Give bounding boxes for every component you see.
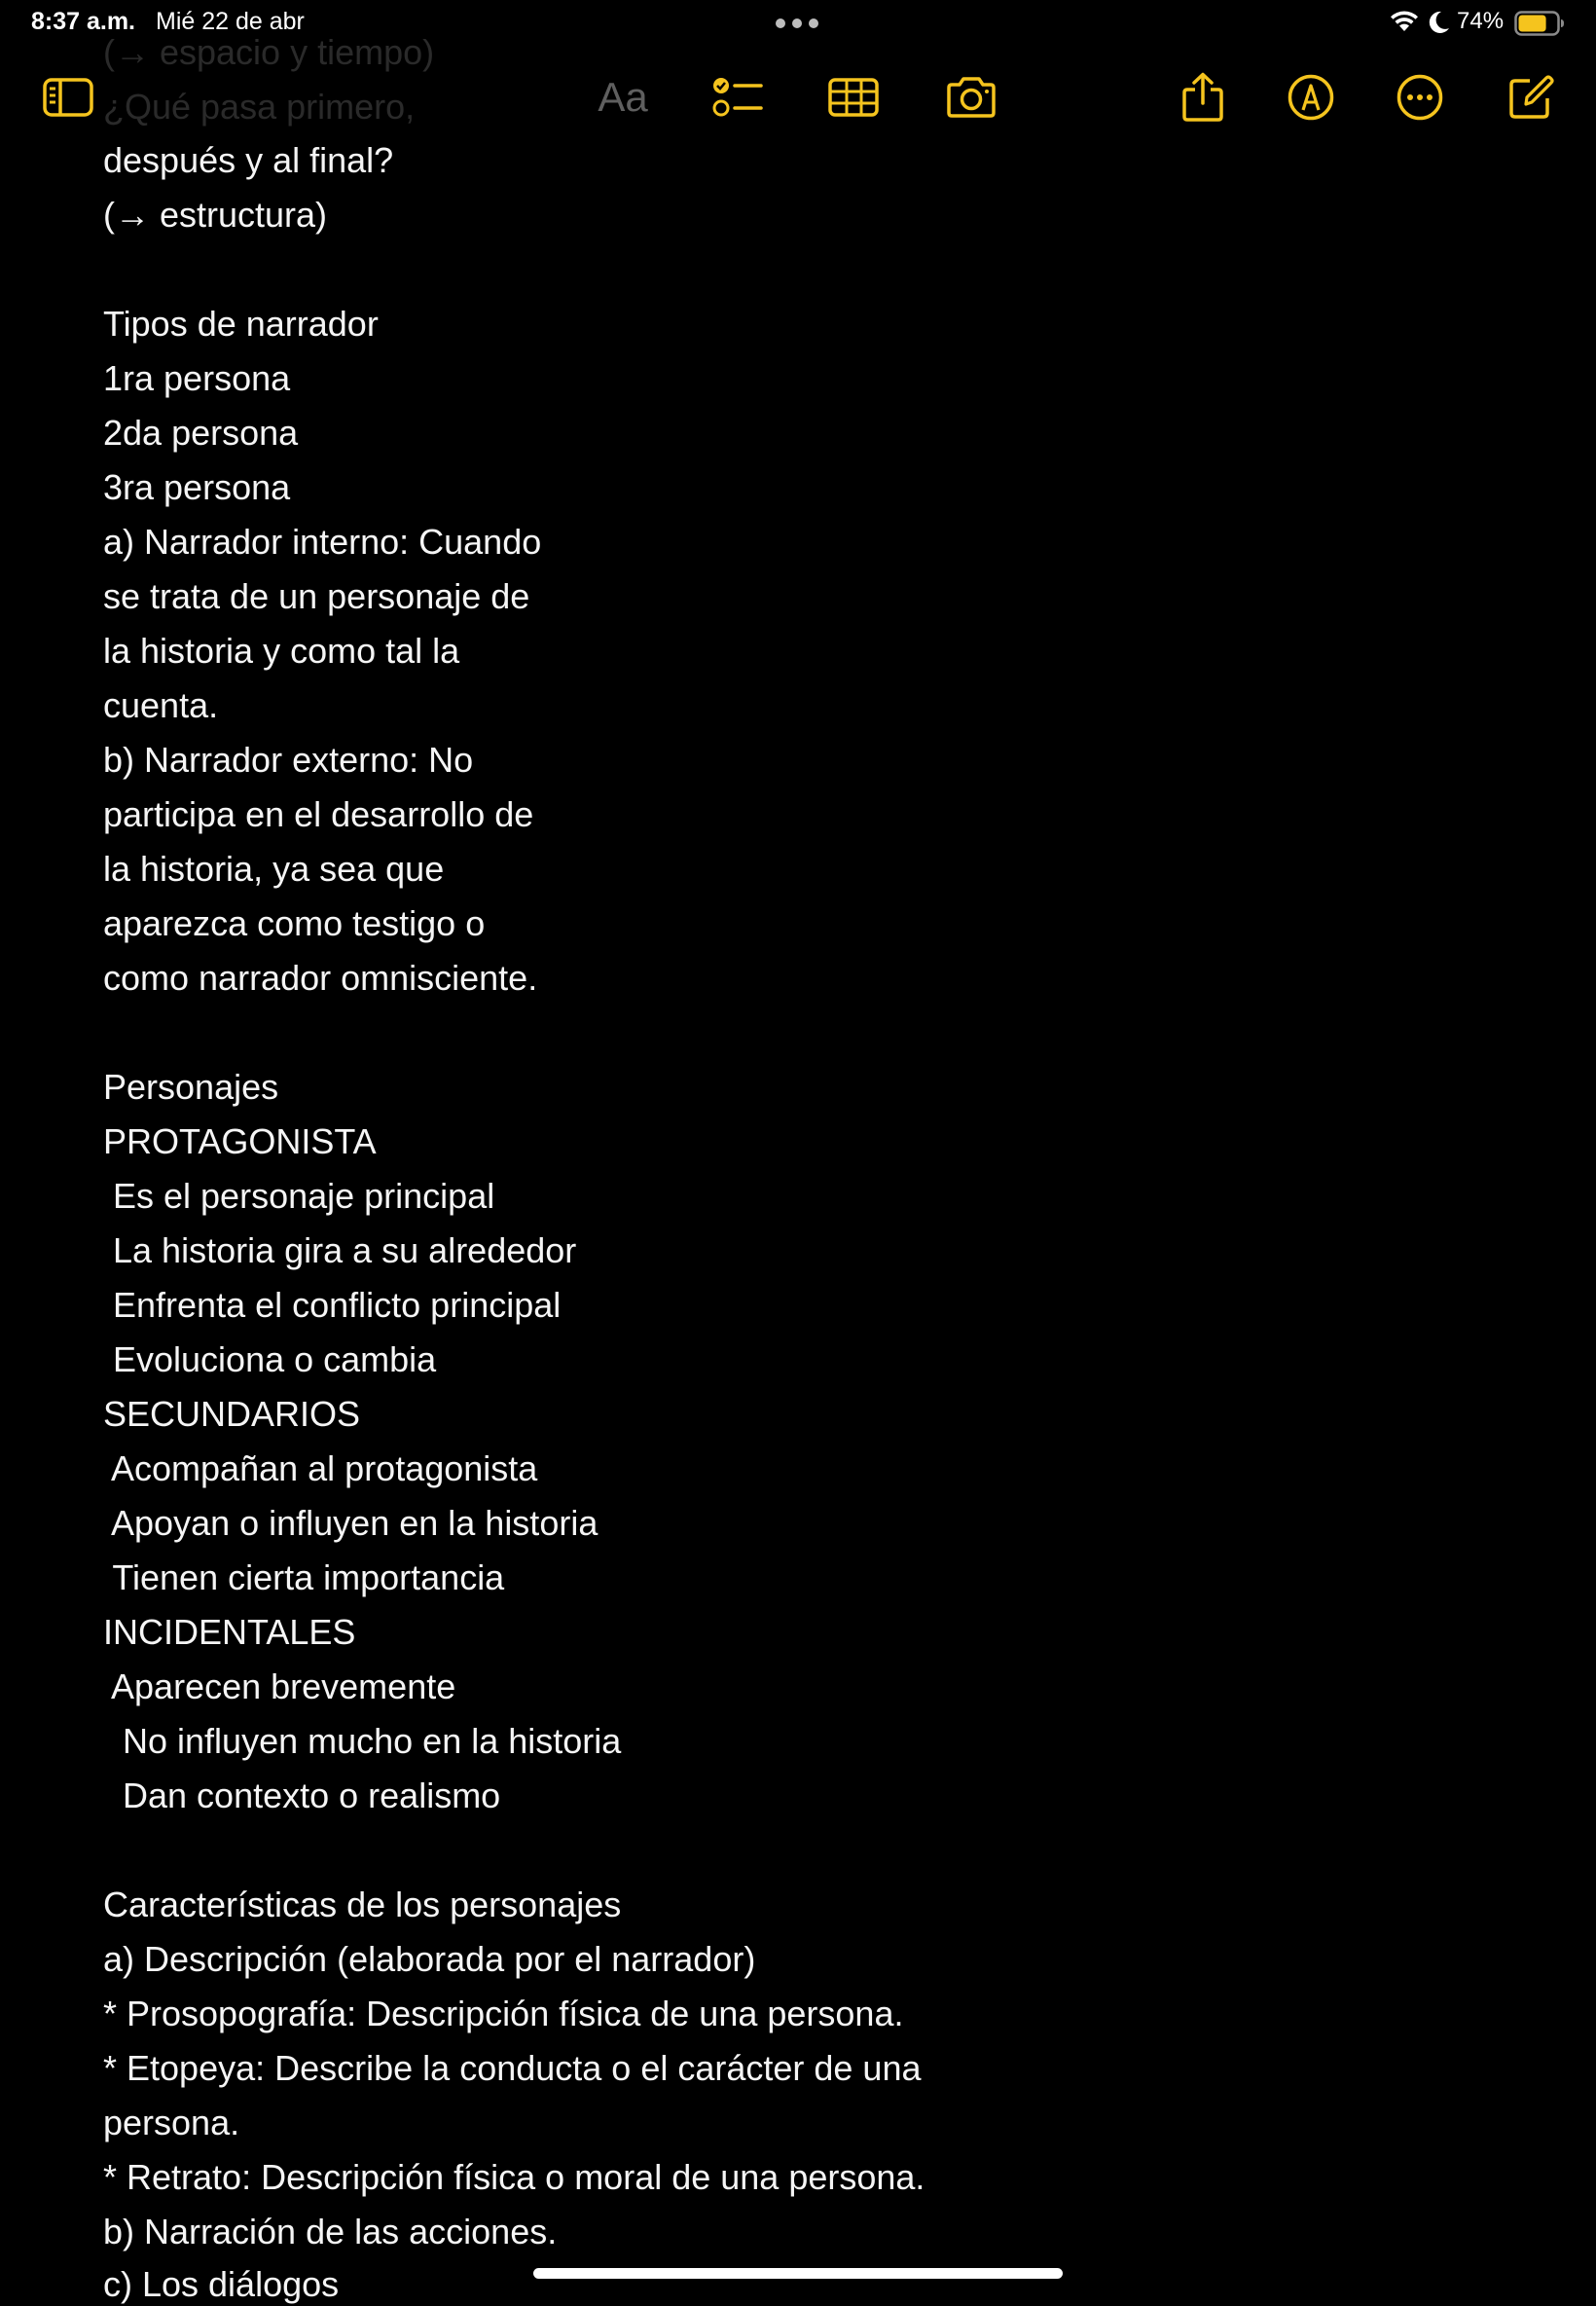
sidebar-button[interactable] <box>39 68 97 127</box>
moon-icon <box>1428 10 1451 40</box>
status-time: 8:37 a.m. <box>31 8 136 35</box>
table-icon <box>828 77 879 118</box>
pencil-circle-icon <box>1287 73 1335 122</box>
multitasking-dots-icon[interactable] <box>776 18 818 28</box>
note-line: Apoyan o influyen en la historia <box>103 1503 598 1543</box>
markup-button[interactable] <box>1282 68 1340 127</box>
note-line: Tienen cierta importancia <box>103 1557 505 1597</box>
more-button[interactable] <box>1391 68 1449 127</box>
note-line: Personajes <box>103 1067 279 1107</box>
note-line: participa en el desarrollo de <box>103 794 534 834</box>
camera-icon <box>945 76 998 119</box>
note-line: se trata de un personaje de <box>103 576 530 616</box>
note-line: Enfrenta el conflicto principal <box>103 1285 562 1325</box>
note-line: * Etopeya: Describe la conducta o el carácter de una <box>103 2048 922 2088</box>
note-line: La historia gira a su alrededor <box>103 1230 577 1270</box>
note-line: aparezca como testigo o <box>103 903 486 943</box>
checklist-icon <box>712 75 763 120</box>
note-line: c) Los diálogos <box>103 2264 340 2304</box>
note-line-faded: ¿Qué pasa primero, <box>103 87 416 127</box>
battery-percent: 74% <box>1457 8 1505 34</box>
note-line: Acompañan al protagonista <box>103 1448 538 1488</box>
note-line: 3ra persona <box>103 467 291 507</box>
note-line: Evoluciona o cambia <box>103 1339 437 1379</box>
share-button[interactable] <box>1174 68 1232 127</box>
note-line: * Prosopografía: Descripción física de una persona. <box>103 1994 904 2033</box>
format-button[interactable]: Aa <box>598 74 648 120</box>
note-line: a) Narrador interno: Cuando <box>103 522 542 562</box>
compose-icon <box>1506 73 1555 122</box>
note-line: la historia y como tal la <box>103 631 460 671</box>
status-date: Mié 22 de abr <box>156 8 305 35</box>
status-bar <box>0 0 1596 47</box>
home-indicator[interactable] <box>533 2268 1063 2279</box>
compose-button[interactable] <box>1502 68 1560 127</box>
note-line: Tipos de narrador <box>103 304 379 344</box>
note-line-faded: (→ espacio y tiempo) <box>103 32 435 72</box>
share-icon <box>1181 72 1224 123</box>
note-line: 2da persona <box>103 413 299 453</box>
note-line: PROTAGONISTA <box>103 1121 377 1161</box>
note-line: después y al final? <box>103 140 394 180</box>
note-line: Características de los personajes <box>103 1885 622 1924</box>
table-button[interactable] <box>824 68 883 127</box>
camera-button[interactable] <box>942 68 1000 127</box>
note-line: a) Descripción (elaborada por el narrador) <box>103 1939 756 1979</box>
battery-icon <box>1514 11 1565 41</box>
note-line: No influyen mucho en la historia <box>103 1721 622 1761</box>
note-line: b) Narrador externo: No <box>103 740 474 780</box>
note-line: cuenta. <box>103 685 219 725</box>
note-line: persona. <box>103 2103 240 2142</box>
sidebar-icon <box>43 77 93 118</box>
wifi-icon <box>1390 10 1419 38</box>
note-line: como narrador omnisciente. <box>103 958 538 998</box>
note-line: SECUNDARIOS <box>103 1394 361 1434</box>
note-line: Aparecen brevemente <box>103 1666 456 1706</box>
note-line: la historia, ya sea que <box>103 849 445 889</box>
note-line: Dan contexto o realismo <box>103 1775 501 1815</box>
ellipsis-circle-icon <box>1396 73 1444 122</box>
note-line: 1ra persona <box>103 358 291 398</box>
note-line: (→ estructura) <box>103 195 328 235</box>
note-line: * Retrato: Descripción física o moral de una persona. <box>103 2157 925 2197</box>
note-line: b) Narración de las acciones. <box>103 2212 558 2251</box>
note-line: Es el personaje principal <box>103 1176 495 1216</box>
note-line: INCIDENTALES <box>103 1612 356 1652</box>
checklist-button[interactable] <box>708 68 767 127</box>
